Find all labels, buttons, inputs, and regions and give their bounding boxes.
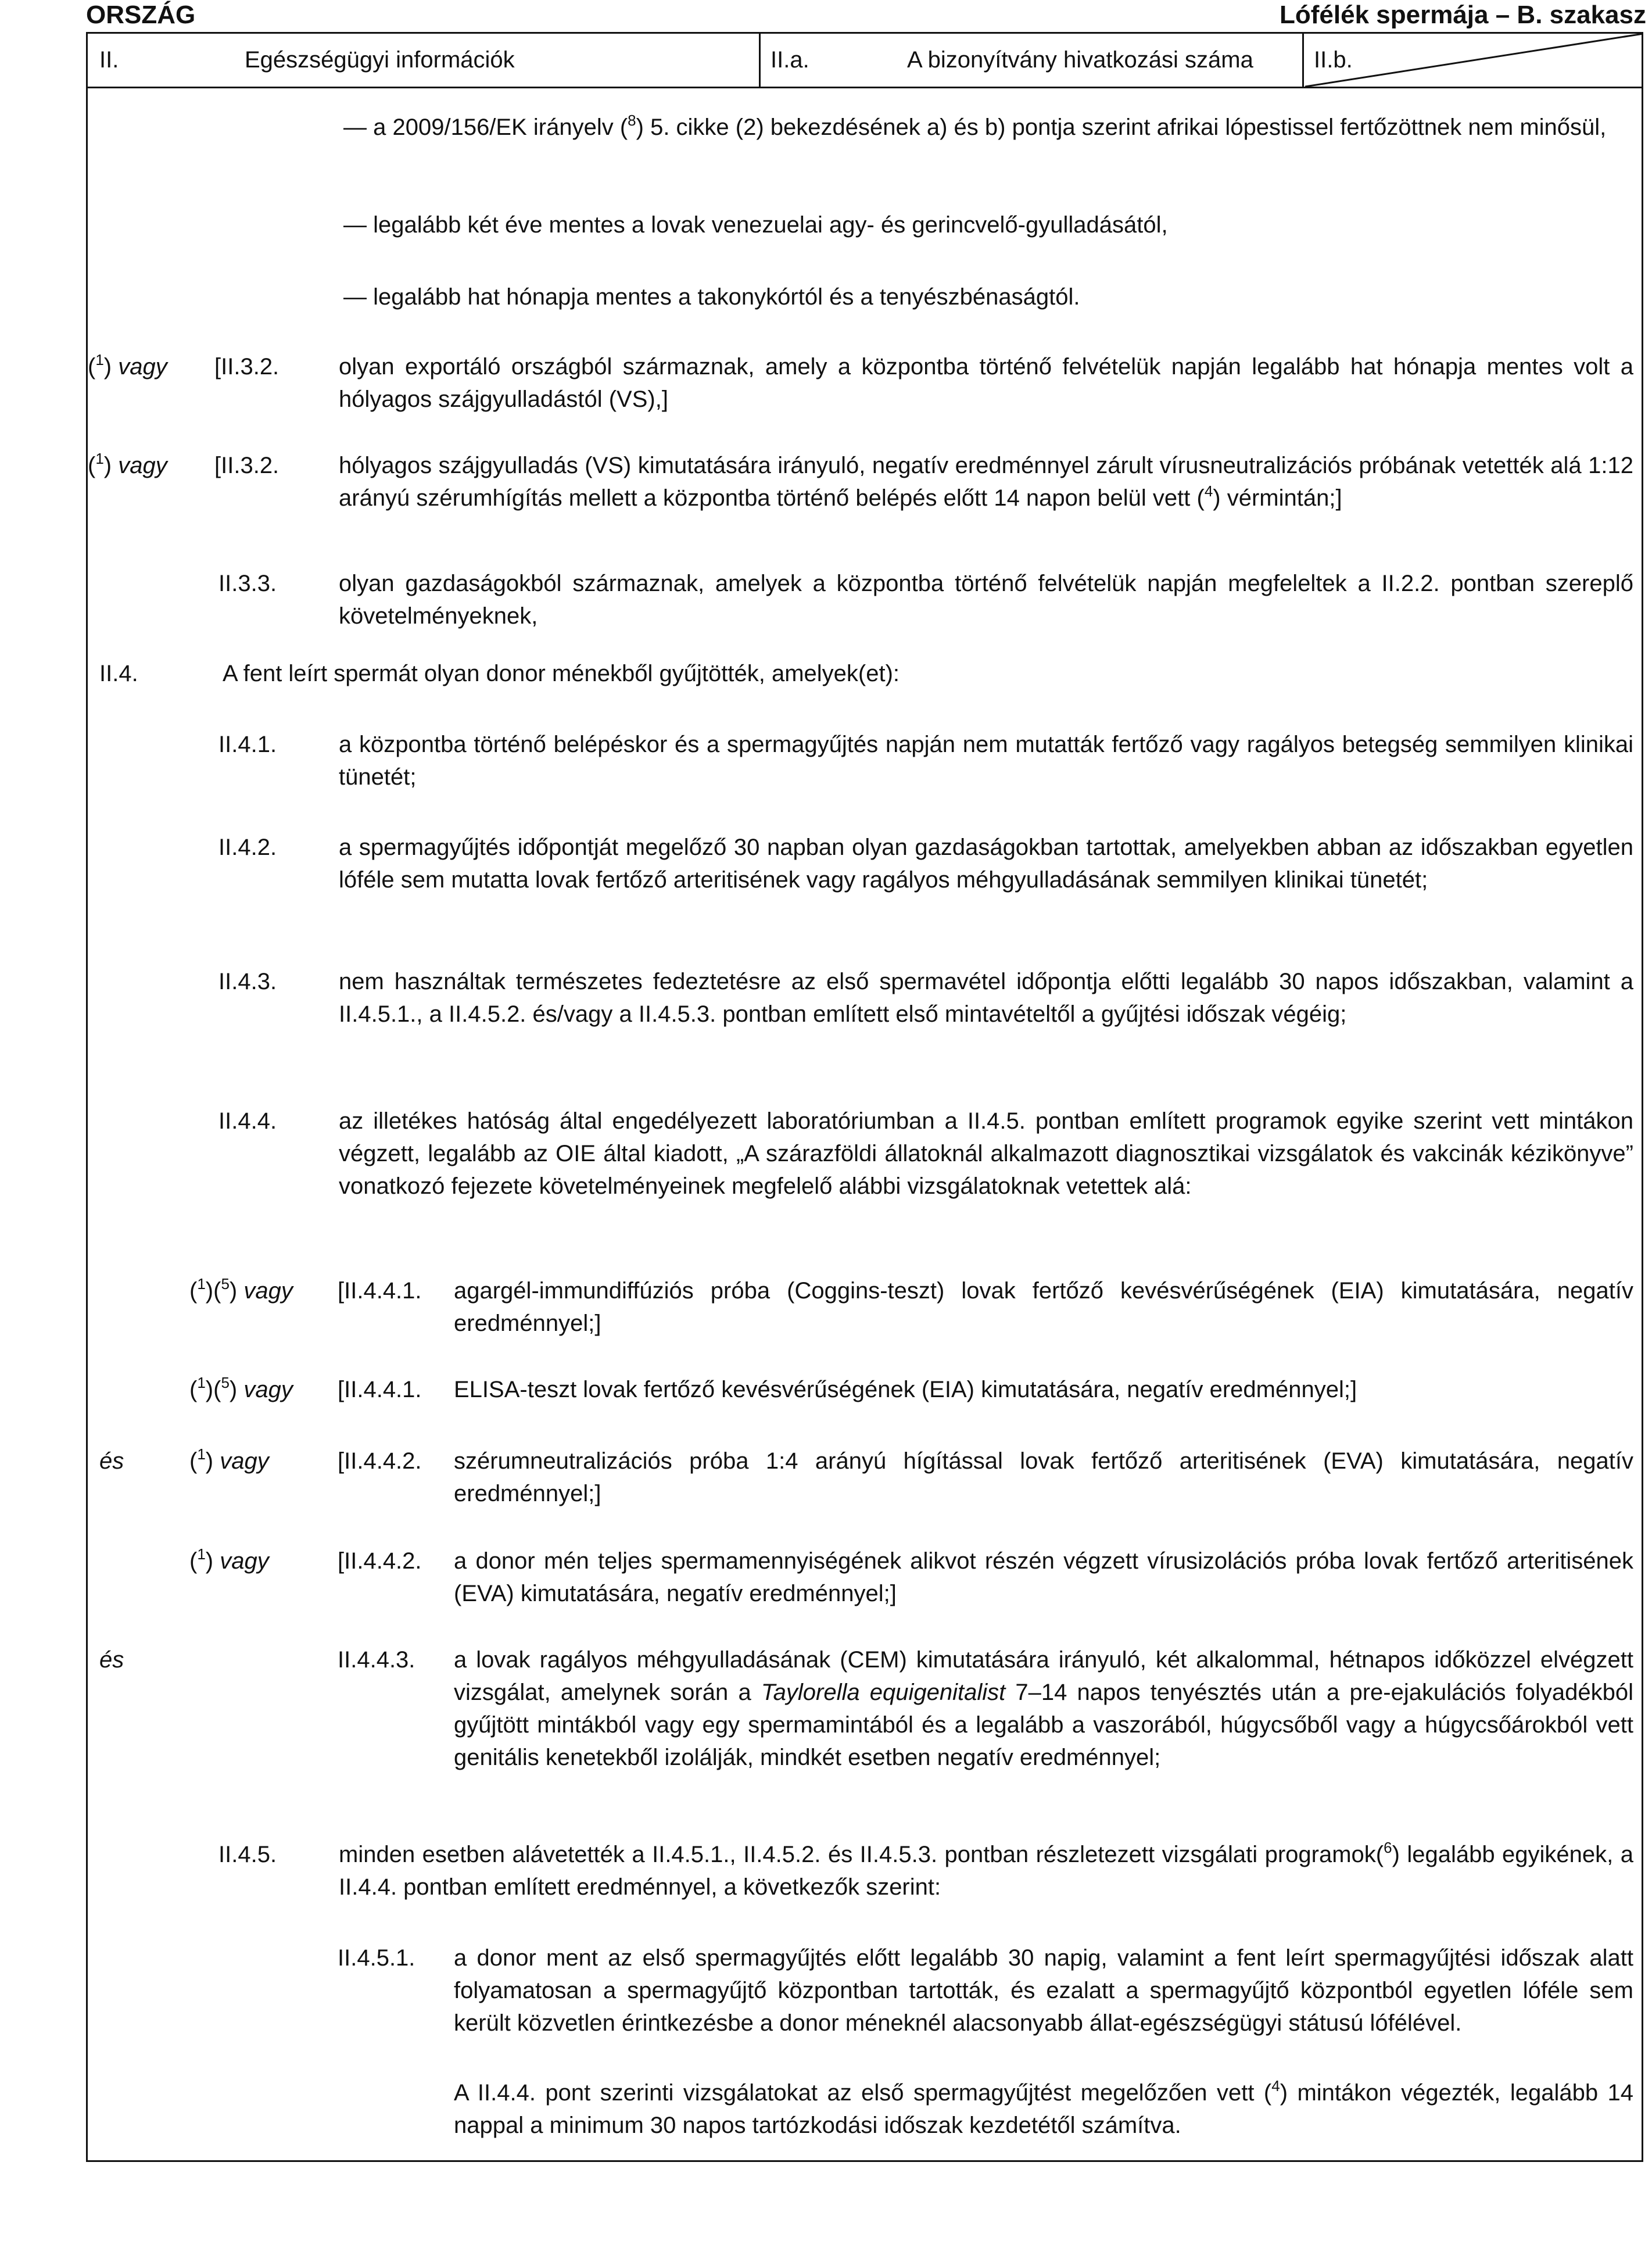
item-text-4-5-1a: a donor ment az első spermagyűjtés előtt legalább 30 napig, valamint a fent leírt spermagyűjtési időszak alatt folyamatosan a spermagyűjtő központban tartották, és ezalatt a spermagyűjtő központból egyetlen lóféle sem került közvetlen érintkezésbe a donor méneknél alacsonyabb állat-egészségügyi státusú lófélével. [454, 1945, 1633, 2036]
item-number: II.4.3. [218, 969, 277, 994]
title-divider [1302, 34, 1304, 87]
item-text-4: A fent leírt spermát olyan donor ménekből gyűjtötték, amelyek(et): [223, 661, 900, 686]
certificate-frame [86, 32, 1643, 2162]
item-text-4-3: nem használtak természetes fedeztetésre az első spermavétel időpontja előtti legalább 30 napos időszakban, valamint a II.4.5.1., a II.4.5.2. és/vagy a II.4.5.3. pontban említett első mintavételtől a gyűjtési időszak végéig; [339, 969, 1633, 1027]
option-marker: ($^1$) vagy [189, 1545, 269, 1574]
item-number: [II.4.4.2. [338, 1548, 422, 1574]
ref-b-label: II.b. [1314, 47, 1353, 73]
option-marker: ($^1$) vagy [88, 350, 167, 380]
conjunction-and: és [99, 1647, 124, 1673]
ref-number-label: II.a. [771, 47, 809, 73]
option-marker: ($^1$) vagy [189, 1445, 269, 1474]
item-text-4-4-2a: szérumneutralizációs próba 1:4 arányú hígítással lovak fertőző arteritisének (EVA) kimutatására, negatív eredménnyel;] [454, 1448, 1633, 1506]
item-text-4-1: a központba történő belépéskor és a spermagyűjtés napján nem mutatták fertőző vagy ragályos betegség semmilyen klinikai tünetét; [339, 732, 1633, 790]
item-number: II.4. [99, 661, 138, 686]
item-text-4-4: az illetékes hatóság által engedélyezett laboratóriumban a II.4.5. pontban említett programok egyike szerint vett mintákon végzett, legalább az OIE által kiadott, „A szárazföldi állatoknál alkalmazott diagnosztikai vizsgálatok és vakcinák kézikönyve” vonatkozó fejezete követelményeinek megfelelő alábbi vizsgálatoknak vetettek alá: [339, 1108, 1633, 1199]
country-header: ORSZÁG [86, 1, 196, 29]
option-marker: ($^1$)($^5$) vagy [189, 1275, 293, 1304]
item-number: II.4.4.3. [338, 1647, 415, 1673]
diagonal-line [1305, 34, 1643, 87]
item-text-3-2b: hólyagos szájgyulladás (VS) kimutatására irányuló, negatív eredménnyel zárult vírusneutralizációs próbának vetették alá 1:12 arányú szérumhígítás mellett a központba történő belépés előtt 14 napon belül vett ($^4$) vérmintán;] [339, 453, 1633, 511]
conjunction-and: és [99, 1448, 124, 1474]
condition-dash-3: — legalább hat hónapja mentes a takonykórtól és a tenyészbénaságtól. [343, 284, 1080, 310]
item-number: [II.4.4.1. [338, 1278, 422, 1304]
item-text-4-2: a spermagyűjtés időpontját megelőző 30 napban olyan gazdaságokban tartottak, amelyekben abban az időszakban egyetlen lóféle sem mutatta lovak fertőző arteritisének vagy ragályos méhgyulladásának semmilyen klinikai tünetét; [339, 835, 1633, 893]
option-marker: ($^1$)($^5$) vagy [189, 1373, 293, 1402]
item-text-4-5-1b: A II.4.4. pont szerinti vizsgálatokat az első spermagyűjtést megelőzően vett ($^4$) mintákon végezték, legalább 14 nappal a minimum 30 napos tartózkodási időszak kezdetétől számítva. [454, 2077, 1633, 2138]
item-number: [II.3.2. [214, 453, 279, 478]
section-number: II. [99, 47, 119, 73]
item-number: II.4.2. [218, 835, 277, 860]
item-number: II.4.5.1. [338, 1945, 415, 1971]
item-number: [II.4.4.2. [338, 1448, 422, 1474]
certificate-title-bar [88, 34, 1642, 88]
condition-dash-2: — legalább két éve mentes a lovak venezuelai agy- és gerincvelő-gyulladásától, [343, 212, 1168, 238]
title-divider [759, 34, 761, 87]
option-marker: ($^1$) vagy [88, 449, 167, 478]
item-number: II.4.1. [218, 732, 277, 757]
item-number: II.3.3. [218, 571, 277, 596]
item-number: [II.4.4.1. [338, 1377, 422, 1402]
item-text-4-4-1a: agargél-immundiffúziós próba (Coggins-teszt) lovak fertőző kevésvérűségének (EIA) kimutatására, negatív eredménnyel;] [454, 1278, 1633, 1336]
item-text-4-5: minden esetben alávetették a II.4.5.1., II.4.5.2. és II.4.5.3. pontban részletezett vizsgálati programok($^6$) legalább egyikének, a II.4.4. pontban említett eredménnyel, a következők szerint: [339, 1838, 1633, 1900]
item-text-3-3: olyan gazdaságokból származnak, amelyek a központba történő felvételük napján megfeleltek a II.2.2. pontban szereplő követelményeknek, [339, 571, 1633, 629]
item-text-4-4-2b: a donor mén teljes spermamennyiségének alikvot részén végzett vírusizolációs próba lovak fertőző arteritisének (EVA) kimutatására, negatív eredménnyel;] [454, 1548, 1633, 1606]
section-header: Lófélék spermája – B. szakasz [1280, 1, 1646, 29]
item-number: [II.3.2. [214, 354, 279, 380]
condition-dash-1: — a 2009/156/EK irányelv ($^8$) 5. cikke (2) bekezdésének a) és b) pontja szerint afrikai lópestissel fertőzöttnek nem minősül, [343, 111, 1607, 140]
item-number: II.4.5. [218, 1842, 277, 1867]
section-title: Egészségügyi információk [245, 47, 515, 73]
item-text-3-2a: olyan exportáló országból származnak, amely a központba történő felvételük napján legalább hat hónapja mentes volt a hólyagos szájgyulladástól (VS),] [339, 354, 1633, 412]
item-text-4-4-1b: ELISA-teszt lovak fertőző kevésvérűségének (EIA) kimutatására, negatív eredménnyel;] [454, 1377, 1357, 1402]
item-text-4-4-3: a lovak ragályos méhgyulladásának (CEM) kimutatására irányuló, két alkalommal, hétnapos időközzel elvégzett vizsgálat, amelynek során a Taylorella equigenitalist 7–14 napos tenyésztés után a pre-ejakulációs folyadékból gyűjtött mintákból vagy egy spermamintából és a legalább a vaszorából, húgycsőből vagy a húgycsőárokból vett genitális kenetekből izolálják, mindkét esetben negatív eredménnyel; [454, 1647, 1633, 1770]
ref-title: A bizonyítvány hivatkozási száma [907, 47, 1253, 73]
item-number: II.4.4. [218, 1108, 277, 1134]
